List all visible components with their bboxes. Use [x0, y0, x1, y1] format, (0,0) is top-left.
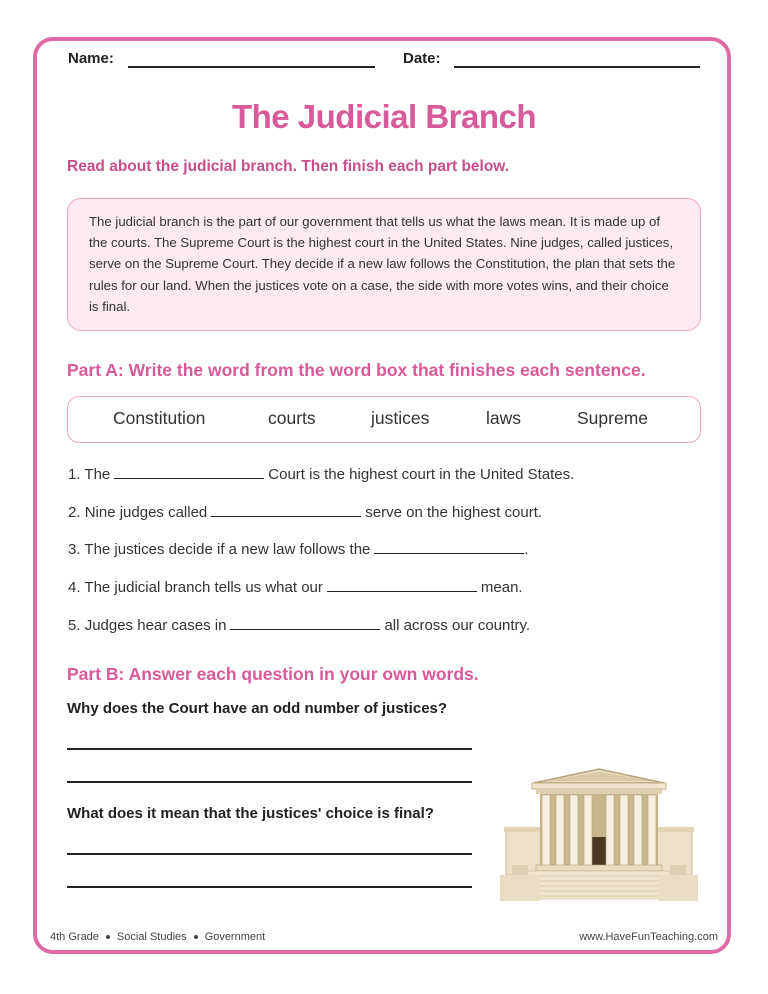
item-text-before: The — [84, 466, 111, 483]
part-a-heading: Part A: Write the word from the word box that finishes each sentence. — [67, 360, 646, 380]
fill-in-item-4 — [68, 579, 523, 596]
bullet-icon — [194, 935, 198, 939]
item-number: 3. — [68, 541, 81, 558]
item-text-before: Nine judges called — [84, 504, 208, 521]
name-field[interactable] — [128, 66, 375, 68]
item-number: 4. — [68, 579, 81, 596]
answer-blank[interactable] — [211, 515, 361, 517]
answer-line[interactable] — [67, 853, 472, 855]
answer-blank[interactable] — [114, 477, 264, 479]
footer-site-link[interactable]: www.HaveFunTeaching.com — [579, 931, 718, 943]
fill-in-item-1 — [68, 466, 574, 483]
name-label: Name: — [68, 50, 114, 67]
footer-grade: 4th Grade — [50, 931, 99, 943]
answer-blank[interactable] — [374, 552, 524, 554]
item-text-after: Court is the highest court in the United States. — [268, 466, 575, 483]
answer-blank[interactable] — [327, 590, 477, 592]
footer-topic: Government — [204, 931, 266, 943]
word-box-item: Constitution — [113, 408, 206, 428]
answer-line[interactable] — [67, 781, 472, 783]
item-text-after: all across our country. — [384, 617, 531, 634]
item-text-before: The justices decide if a new law follows the — [84, 541, 371, 558]
item-text-after: serve on the highest court. — [365, 504, 543, 521]
instructions: Read about the judicial branch. Then finish each part below. — [67, 158, 510, 175]
supreme-court-building-icon — [498, 765, 700, 905]
word-box-item: laws — [486, 408, 522, 428]
item-text-after: . — [524, 541, 529, 558]
fill-in-item-2 — [68, 504, 542, 521]
fill-in-item-5 — [68, 617, 530, 634]
word-box-item: justices — [371, 408, 430, 428]
item-text-before: The judicial branch tells us what our — [84, 579, 323, 596]
date-label: Date: — [403, 50, 441, 67]
page-title: The Judicial Branch — [231, 98, 537, 135]
answer-line[interactable] — [67, 748, 472, 750]
item-number: 1. — [68, 466, 81, 483]
answer-blank[interactable] — [230, 628, 380, 630]
item-number: 5. — [68, 617, 81, 634]
item-text-after: mean. — [480, 579, 523, 596]
question-1: Why does the Court have an odd number of justices? — [67, 700, 448, 717]
answer-line[interactable] — [67, 886, 472, 888]
question-2: What does it mean that the justices' choice is final? — [67, 805, 434, 822]
date-field[interactable] — [454, 66, 700, 68]
word-box-item: Supreme — [577, 408, 649, 428]
item-number: 2. — [68, 504, 81, 521]
part-b-heading: Part B: Answer each question in your own words. — [67, 664, 479, 684]
footer-subject: Social Studies — [116, 931, 187, 943]
reading-passage: The judicial branch is the part of our government that tells us what the laws mean. It is made up of the courts. The Supreme Court is the highest court in the United States. Nine judges, called justices, serve on the Supreme Court. They decide if a new law follows the Constitution, the plan that sets the rules for our land. When the justices vote on a case, the side with more votes wins, and their choice is final. — [67, 198, 701, 331]
footer-breadcrumb — [50, 931, 265, 943]
bullet-icon — [106, 935, 110, 939]
fill-in-item-3 — [68, 541, 529, 558]
word-box-item: courts — [268, 408, 316, 428]
item-text-before: Judges hear cases in — [84, 617, 227, 634]
